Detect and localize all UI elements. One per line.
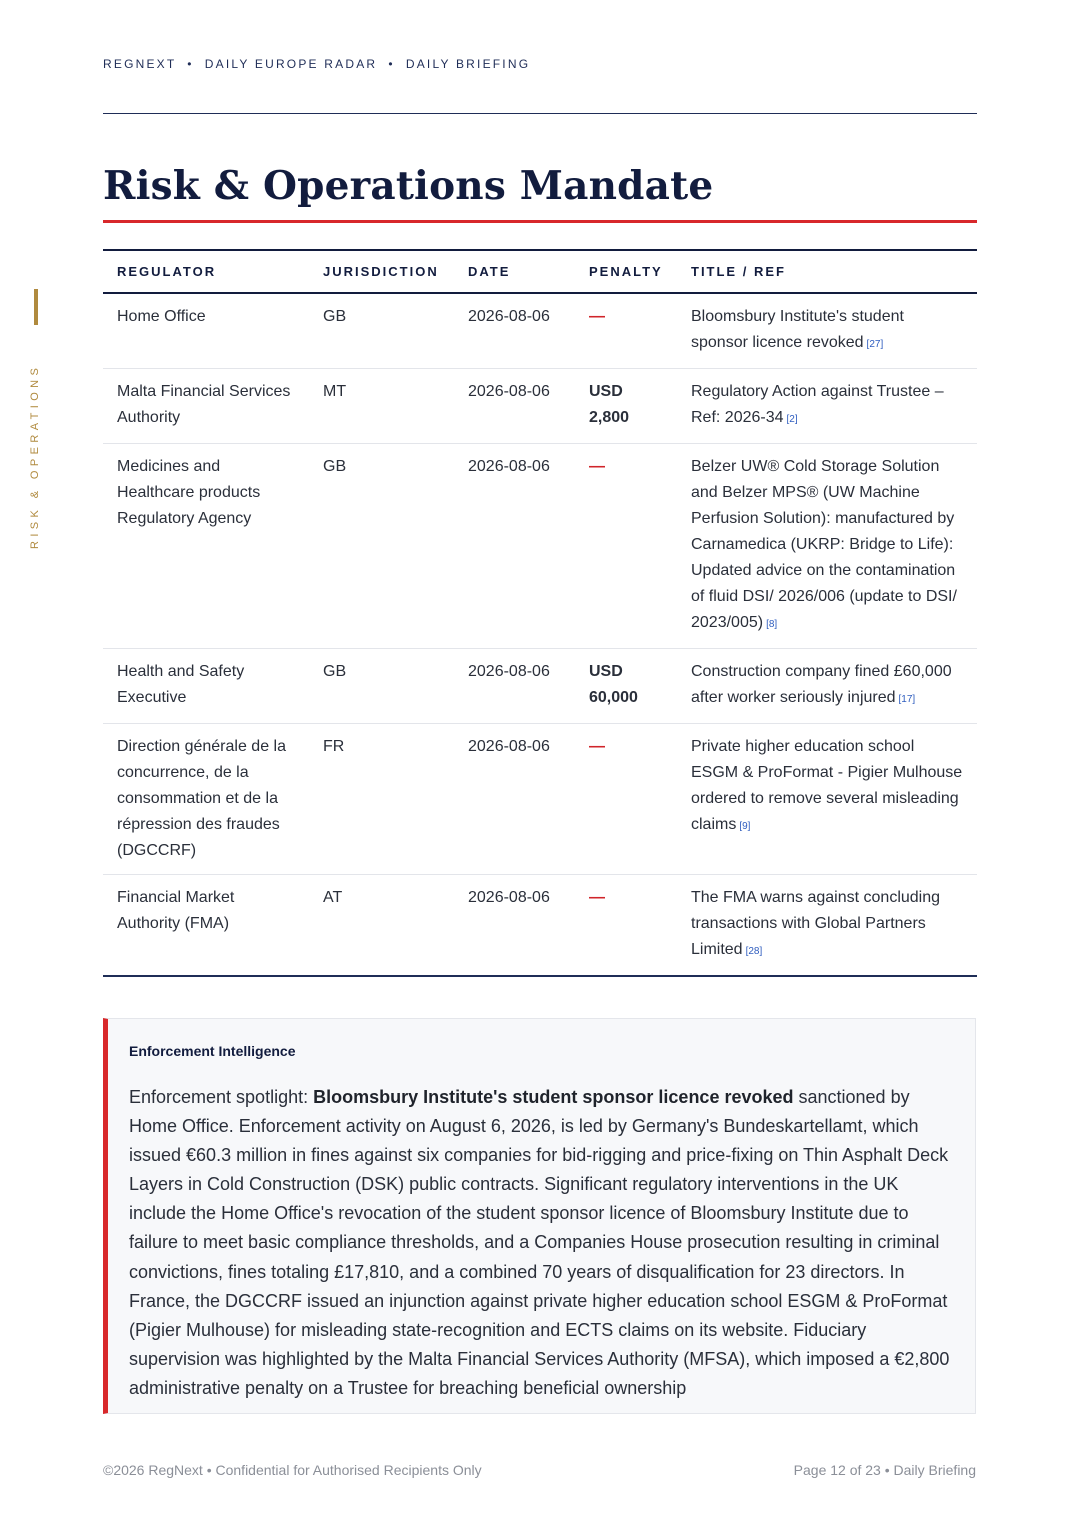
header-brand: REGNEXT [103,57,177,71]
penalty-cell: USD 2,800 [575,369,677,444]
reference-link[interactable]: [2] [786,414,798,425]
side-tab-marker [34,289,38,325]
table-row [103,875,977,977]
regulator-cell: Health and Safety Executive [103,649,309,724]
title-text: Belzer UW® Cold Storage Solution and Belzer MPS® (UW Machine Perfusion Solution): manufactured by Carnamedica (UKRP: Bridge to Life): Updated advice on the contamination of fluid DSI/ 2026/006 (update to DSI/ 2023/005) [691,458,957,631]
callout-text: sanctioned by Home Office. Enforcement activity on August 6, 2026, is led by Germany's Bundeskartellamt, which issued €60.3 million in fines against six companies for bid-rigging and price-fixing on Thin Asphalt Deck Layers in Cold Construction (DSK) public contracts. Significant regulatory interventions in the UK include the Home Office's revocation of the student sponsor licence of Bloomsbury Institute due to failure to meet basic compliance thresholds, and a Companies House prosecution resulting in criminal convictions, fines totaling £17,810, and a combined 70 years of disqualification for 23 directors. In France, the DGCCRF issued an injunction against private higher education school ESGM & ProFormat (Pigier Mulhouse) for misleading state-recognition and ECTS claims on its website. Fiduciary supervision was highlighted by the Malta Financial Services Authority (MFSA), which imposed a €2,800 administrative penalty on a Trustee for breaching beneficial ownership [129,1087,950,1398]
jurisdiction-cell: GB [309,293,454,369]
header-divider [103,113,977,114]
date-cell: 2026-08-06 [454,369,575,444]
penalty-cell: — [575,293,677,369]
table-row [103,369,977,444]
reference-link[interactable]: [28] [745,946,763,957]
title-cell [677,875,977,977]
title-underline [103,220,977,223]
jurisdiction-cell: AT [323,889,343,906]
reference-link[interactable]: [8] [766,619,778,630]
callout-highlight: Bloomsbury Institute's student sponsor licence revoked [313,1087,794,1107]
callout-body [129,1083,959,1403]
column-header-jurisdiction: JURISDICTION [309,250,454,293]
table-row [103,724,977,875]
column-header-regulator: REGULATOR [103,250,309,293]
penalty-cell: — [589,889,605,906]
table-header-row [103,250,977,293]
regulator-cell: Malta Financial Services Authority [103,369,309,444]
date-cell: 2026-08-06 [454,293,575,369]
footer-copyright: ©2026 RegNext • Confidential for Authorised Recipients Only [103,1462,482,1478]
title-text: Regulatory Action against Trustee – Ref: 2026-34 [691,383,944,426]
title-cell [677,649,977,724]
running-header [103,57,530,71]
jurisdiction-cell: GB [309,649,454,724]
callout-title: Enforcement Intelligence [129,1043,296,1059]
title-cell [677,369,977,444]
reference-link[interactable]: [27] [866,339,884,350]
jurisdiction-cell: GB [309,444,454,649]
regulator-cell: Direction générale de la concurrence, de la consommation et de la répression des fraudes (DGCCRF) [103,724,309,875]
title-text: Construction company fined £60,000 after worker seriously injured [691,663,952,706]
enforcement-table [103,249,977,977]
column-header-date: DATE [454,250,575,293]
column-header-title-ref: TITLE / REF [677,250,977,293]
date-cell: 2026-08-06 [454,444,575,649]
penalty-cell: — [575,724,677,875]
table-row [103,649,977,724]
side-tab-label: RISK & OPERATIONS [29,363,41,549]
header-product: DAILY EUROPE RADAR [204,57,378,71]
jurisdiction-cell: MT [309,369,454,444]
date-cell: 2026-08-06 [454,649,575,724]
table-row [103,444,977,649]
table-row [103,293,977,369]
title-text: The FMA warns against concluding transactions with Global Partners Limited [691,889,941,958]
header-section: DAILY BRIEFING [405,57,531,71]
jurisdiction-cell: FR [309,724,454,875]
regulator-cell: Medicines and Healthcare products Regulatory Agency [103,444,309,649]
title-cell [677,293,977,369]
header-separator: • [187,57,194,71]
callout-lead: Enforcement spotlight: [129,1087,314,1107]
header-separator: • [388,57,395,71]
title-text: Bloomsbury Institute's student sponsor licence revoked [691,308,904,351]
title-cell [677,444,977,649]
footer-page-number: Page 12 of 23 • Daily Briefing [793,1462,976,1478]
penalty-cell: — [575,444,677,649]
enforcement-intelligence-callout [103,1018,976,1414]
reference-link[interactable]: [9] [739,821,751,832]
column-header-penalty: PENALTY [575,250,677,293]
regulator-cell: Home Office [103,293,309,369]
title-text: Private higher education school ESGM & ProFormat - Pigier Mulhouse ordered to remove several misleading claims [691,738,963,833]
title-cell [677,724,977,875]
date-cell: 2026-08-06 [454,724,575,875]
date-cell: 2026-08-06 [468,889,550,906]
page-title: Risk & Operations Mandate [103,163,714,209]
regulator-cell: Financial Market Authority (FMA) [117,889,235,932]
reference-link[interactable]: [17] [898,694,916,705]
penalty-cell: USD 60,000 [575,649,677,724]
